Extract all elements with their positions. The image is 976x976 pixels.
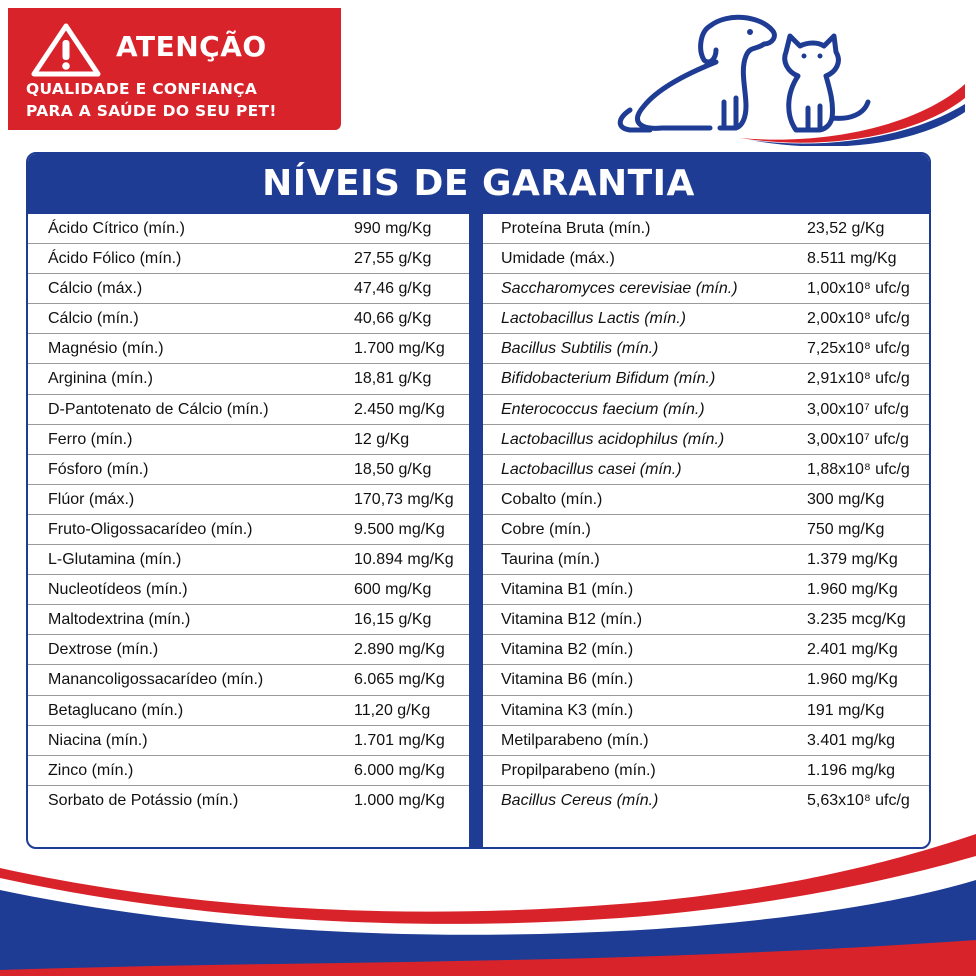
nutrient-name: Umidade (máx.) [501, 250, 615, 268]
table-row [28, 665, 469, 695]
nutrient-value: 1.379 mg/Kg [807, 551, 898, 569]
nutrient-value: 18,81 g/Kg [354, 370, 432, 388]
nutrient-name: Fósforo (mín.) [48, 460, 149, 478]
table-title: NÍVEIS DE GARANTIA [28, 154, 929, 214]
nutrient-value: 2,00x10⁸ ufc/g [807, 310, 910, 328]
alert-banner [8, 8, 341, 130]
nutrient-value: 1.700 mg/Kg [354, 340, 445, 358]
table-row [28, 214, 469, 244]
nutrient-value: 1.960 mg/Kg [807, 671, 898, 689]
nutrient-name: Proteína Bruta (mín.) [501, 220, 651, 237]
nutrient-value: 1.701 mg/Kg [354, 731, 445, 749]
nutrient-name: Bifidobacterium Bifidum (mín.) [501, 370, 716, 388]
table-row [483, 665, 929, 695]
nutrient-value: 47,46 g/Kg [354, 280, 432, 298]
nutrient-name: Taurina (mín.) [501, 551, 600, 569]
nutrient-name: Bacillus Cereus (mín.) [501, 791, 659, 809]
nutrient-value: 170,73 mg/Kg [354, 490, 454, 508]
nutrient-value: 27,55 g/Kg [354, 250, 432, 268]
nutrient-name: Saccharomyces cerevisiae (mín.) [501, 280, 738, 298]
table-row [483, 485, 929, 515]
nutrient-value: 1.196 mg/kg [807, 761, 896, 779]
guarantee-levels-table [26, 152, 931, 849]
nutrient-name: Vitamina B12 (mín.) [501, 611, 643, 629]
table-row [483, 575, 929, 605]
table-row [483, 425, 929, 455]
nutrient-name: Nucleotídeos (mín.) [48, 581, 188, 599]
nutrient-value: 11,20 g/Kg [354, 701, 431, 719]
table-row [483, 455, 929, 485]
nutrient-value: 990 mg/Kg [354, 220, 432, 237]
nutrient-name: Flúor (máx.) [48, 490, 135, 508]
nutrient-value: 18,50 g/Kg [354, 460, 432, 478]
table-row [28, 726, 469, 756]
nutrient-value: 12 g/Kg [354, 430, 410, 448]
table-row [28, 545, 469, 575]
table-row [28, 395, 469, 425]
nutrient-name: Manancoligossacarídeo (mín.) [48, 671, 264, 689]
nutrient-value: 6.065 mg/Kg [354, 671, 445, 689]
table-row [28, 515, 469, 545]
nutrient-name: Sorbato de Potássio (mín.) [48, 791, 239, 809]
nutrient-name: Metilparabeno (mín.) [501, 731, 649, 749]
table-row [483, 364, 929, 394]
nutrient-name: Vitamina B1 (mín.) [501, 581, 634, 599]
nutrient-name: Enterococcus faecium (mín.) [501, 400, 705, 418]
alert-subtitle-line-2: PARA A SAÚDE DO SEU PET! [26, 102, 277, 120]
table-row [28, 635, 469, 665]
table-row [483, 274, 929, 304]
nutrient-value: 3,00x10⁷ ufc/g [807, 400, 909, 418]
nutrient-value: 2.890 mg/Kg [354, 641, 445, 659]
nutrient-name: Cálcio (máx.) [48, 280, 143, 298]
table-row [28, 455, 469, 485]
table-row [28, 274, 469, 304]
nutrient-value: 8.511 mg/Kg [807, 250, 897, 268]
bottom-wave-decoration [0, 820, 976, 976]
nutrient-value: 1,88x10⁸ ufc/g [807, 460, 910, 478]
nutrient-value: 2,91x10⁸ ufc/g [807, 370, 910, 388]
nutrient-name: Fruto-Oligossacarídeo (mín.) [48, 520, 253, 538]
nutrient-name: Ácido Cítrico (mín.) [48, 220, 185, 237]
table-row [483, 726, 929, 756]
nutrient-name: Lactobacillus casei (mín.) [501, 460, 682, 478]
nutrient-name: Cobre (mín.) [501, 520, 591, 538]
nutrient-value: 10.894 mg/Kg [354, 551, 454, 569]
nutrient-name: Arginina (mín.) [48, 370, 153, 388]
table-row [28, 756, 469, 786]
table-row [483, 696, 929, 726]
nutrient-name: Bacillus Subtilis (mín.) [501, 340, 659, 358]
nutrient-value: 23,52 g/Kg [807, 220, 885, 237]
table-row [28, 575, 469, 605]
table-row [483, 635, 929, 665]
nutrient-value: 1,00x10⁸ ufc/g [807, 280, 910, 298]
table-row [483, 605, 929, 635]
nutrient-name: Propilparabeno (mín.) [501, 761, 656, 779]
right-column [483, 214, 929, 816]
table-row [28, 696, 469, 726]
table-row [483, 545, 929, 575]
table-row [28, 786, 469, 816]
nutrient-name: Maltodextrina (mín.) [48, 611, 191, 629]
table-row [28, 425, 469, 455]
nutrient-value: 750 mg/Kg [807, 520, 885, 538]
table-row [28, 605, 469, 635]
table-row [483, 214, 929, 244]
nutrient-value: 40,66 g/Kg [354, 310, 432, 328]
nutrient-name: L-Glutamina (mín.) [48, 551, 182, 569]
nutrient-value: 16,15 g/Kg [354, 611, 432, 629]
nutrient-name: Cálcio (mín.) [48, 310, 139, 328]
table-row [483, 334, 929, 364]
nutrient-value: 3.235 mcg/Kg [807, 611, 906, 629]
nutrient-name: Ferro (mín.) [48, 430, 133, 448]
column-divider [469, 212, 483, 849]
table-row [483, 304, 929, 334]
table-row [28, 364, 469, 394]
nutrient-name: Lactobacillus acidophilus (mín.) [501, 430, 725, 448]
nutrient-value: 3.401 mg/kg [807, 731, 896, 749]
nutrient-value: 6.000 mg/Kg [354, 761, 445, 779]
nutrient-value: 600 mg/Kg [354, 581, 432, 599]
nutrient-name: Zinco (mín.) [48, 761, 134, 779]
table-row [28, 334, 469, 364]
nutrient-value: 5,63x10⁸ ufc/g [807, 791, 910, 809]
nutrient-name: Vitamina K3 (mín.) [501, 701, 634, 719]
table-row [483, 244, 929, 274]
table-row [483, 515, 929, 545]
nutrient-name: Vitamina B6 (mín.) [501, 671, 634, 689]
nutrient-value: 2.401 mg/Kg [807, 641, 898, 659]
alert-title: ATENÇÃO [116, 30, 267, 63]
nutrient-value: 2.450 mg/Kg [354, 400, 445, 418]
table-row [28, 304, 469, 334]
alert-subtitle-line-1: QUALIDADE E CONFIANÇA [26, 80, 258, 98]
warning-triangle-icon [30, 22, 102, 78]
nutrient-name: Betaglucano (mín.) [48, 701, 184, 719]
table-row [483, 786, 929, 816]
nutrient-name: Niacina (mín.) [48, 731, 148, 749]
nutrient-value: 9.500 mg/Kg [354, 520, 445, 538]
nutrient-value: 1.960 mg/Kg [807, 581, 898, 599]
nutrient-name: Ácido Fólico (mín.) [48, 250, 182, 268]
table-row [28, 244, 469, 274]
nutrient-value: 1.000 mg/Kg [354, 791, 445, 809]
nutrient-name: Dextrose (mín.) [48, 641, 159, 659]
nutrient-value: 7,25x10⁸ ufc/g [807, 340, 910, 358]
nutrient-value: 191 mg/Kg [807, 701, 885, 719]
table-row [483, 756, 929, 786]
nutrient-value: 300 mg/Kg [807, 490, 885, 508]
nutrient-name: Lactobacillus Lactis (mín.) [501, 310, 686, 328]
nutrient-name: Magnésio (mín.) [48, 340, 164, 358]
dog-cat-logo [600, 6, 970, 146]
nutrient-name: Cobalto (mín.) [501, 490, 603, 508]
table-row [483, 395, 929, 425]
nutrient-name: Vitamina B2 (mín.) [501, 641, 634, 659]
table-row [28, 485, 469, 515]
left-column [28, 214, 469, 816]
nutrient-value: 3,00x10⁷ ufc/g [807, 430, 909, 448]
nutrient-name: D-Pantotenato de Cálcio (mín.) [48, 400, 269, 418]
